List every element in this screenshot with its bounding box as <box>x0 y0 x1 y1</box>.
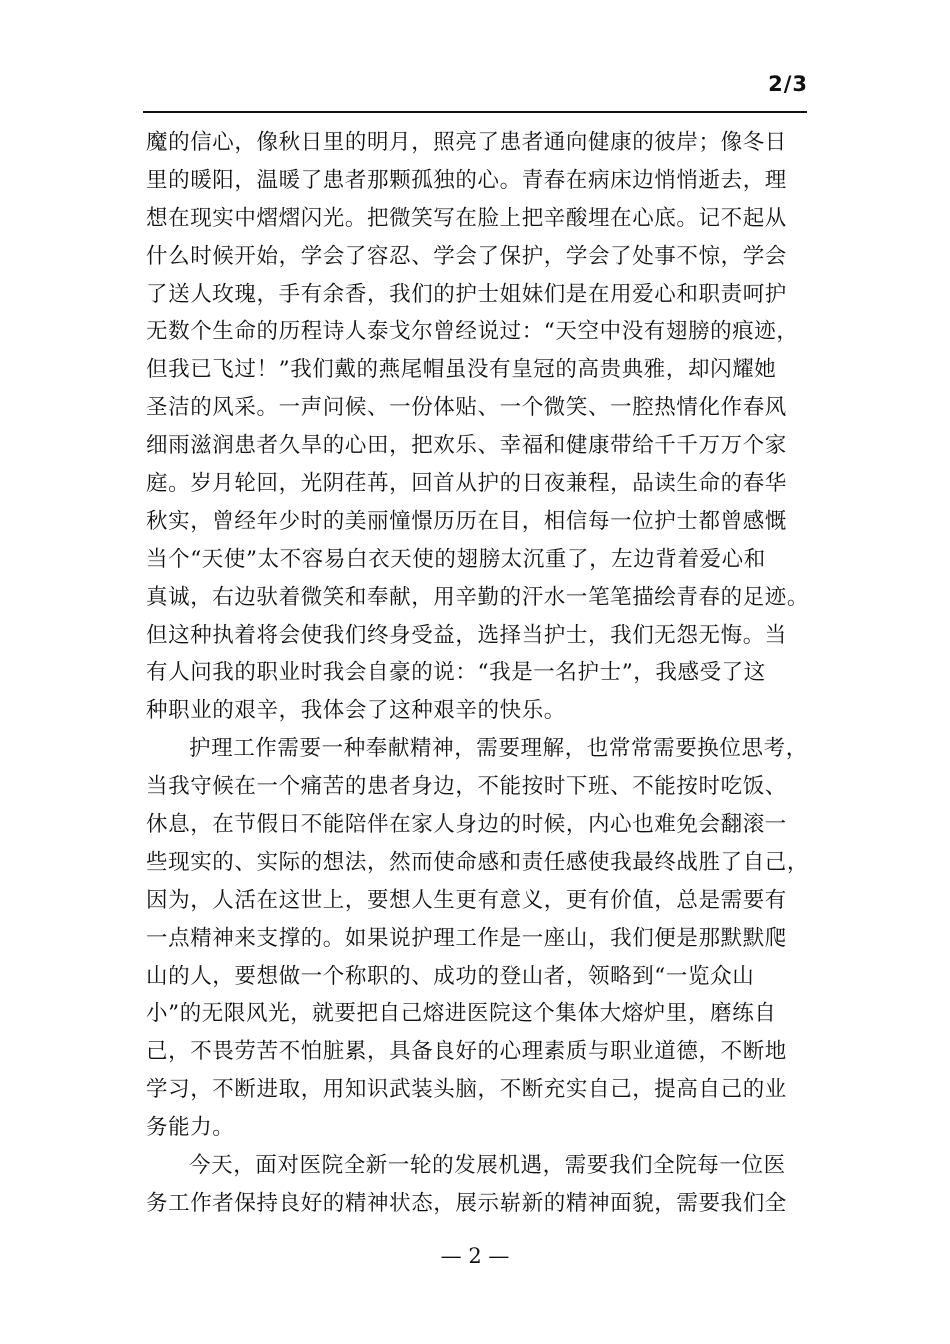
text-line: 里的暖阳，温暖了患者那颗孤独的心。青春在病床边悄悄逝去，理 <box>146 167 787 193</box>
header-rule <box>143 111 807 113</box>
text-line: 圣洁的风采。一声问候、一份体贴、一个微笑、一腔热情化作春风 <box>146 395 787 421</box>
text-line: 庭。岁月轮回，光阴荏苒，回首从护的日夜兼程，品读生命的春华 <box>146 471 787 497</box>
text-line: 务能力。 <box>146 1115 235 1141</box>
text-line: 一点精神来支撑的。如果说护理工作是一座山，我们便是那默默爬 <box>146 925 787 951</box>
page-number: — 2 — <box>440 1244 510 1268</box>
text-line: 想在现实中熠熠闪光。把微笑写在脸上把辛酸埋在心底。记不起从 <box>146 205 787 231</box>
text-line: 了送人玫瑰，手有余香，我们的护士姐妹们是在用爱心和职责呵护 <box>146 281 787 307</box>
body-text <box>146 124 810 1223</box>
text-line: 真诚，右边驮着微笑和奉献，用辛勤的汗水一笔笔描绘青春的足迹。 <box>146 584 810 610</box>
text-line: 细雨滋润患者久旱的心田，把欢乐、幸福和健康带给千千万万个家 <box>146 433 787 459</box>
text-line: 休息，在节假日不能陪伴在家人身边的时候，内心也难免会翻滚一 <box>146 812 787 838</box>
text-line: 务工作者保持良好的精神状态，展示崭新的精神面貌，需要我们全 <box>146 1190 787 1216</box>
text-line: 山的人，要想做一个称职的、成功的登山者，领略到“一览众山 <box>146 963 755 989</box>
text-line: 些现实的、实际的想法，然而使命感和责任感使我最终战胜了自己， <box>146 849 810 875</box>
text-line: 魔的信心，像秋日里的明月，照亮了患者通向健康的彼岸；像冬日 <box>146 130 787 155</box>
text-line: 有人问我的职业时我会自豪的说：“我是一名护士”，我感受了这 <box>146 660 766 686</box>
text-line: 当个“天使”太不容易白衣天使的翅膀太沉重了，左边背着爱心和 <box>146 546 766 572</box>
text-line: 但我已飞过！”我们戴的燕尾帽虽没有皇冠的高贵典雅，却闪耀她 <box>146 357 777 383</box>
text-line: 种职业的艰辛，我体会了这种艰辛的快乐。 <box>146 698 566 724</box>
text-line: 但这种执着将会使我们终身受益，选择当护士，我们无怨无悔。当 <box>146 622 787 648</box>
paragraph-first-line: 护理工作需要一种奉献精神，需要理解，也常常需要换位思考， <box>189 736 808 762</box>
text-line: 当我守候在一个痛苦的患者身边，不能按时下班、不能按时吃饭、 <box>146 774 787 800</box>
paragraph-first-line: 今天，面对医院全新一轮的发展机遇，需要我们全院每一位医 <box>189 1153 786 1179</box>
text-line: 学习，不断进取，用知识武装头脑，不断充实自己，提高自己的业 <box>146 1077 787 1103</box>
text-line: 什么时候开始，学会了容忍、学会了保护，学会了处事不惊，学会 <box>146 243 787 269</box>
text-line: 己，不畏劳苦不怕脏累，具备良好的心理素质与职业道德，不断地 <box>146 1039 787 1065</box>
text-line: 因为，人活在这世上，要想人生更有意义，更有价值，总是需要有 <box>146 887 787 913</box>
page-counter: 2/3 <box>768 72 808 96</box>
text-line: 秋实，曾经年少时的美丽憧憬历历在目，相信每一位护士都曾感慨 <box>146 508 787 534</box>
text-line: 小”的无限风光，就要把自己熔进医院这个集体大熔炉里，磨练自 <box>146 1001 777 1027</box>
text-line: 无数个生命的历程诗人泰戈尔曾经说过：“天空中没有翅膀的痕迹， <box>146 319 799 345</box>
